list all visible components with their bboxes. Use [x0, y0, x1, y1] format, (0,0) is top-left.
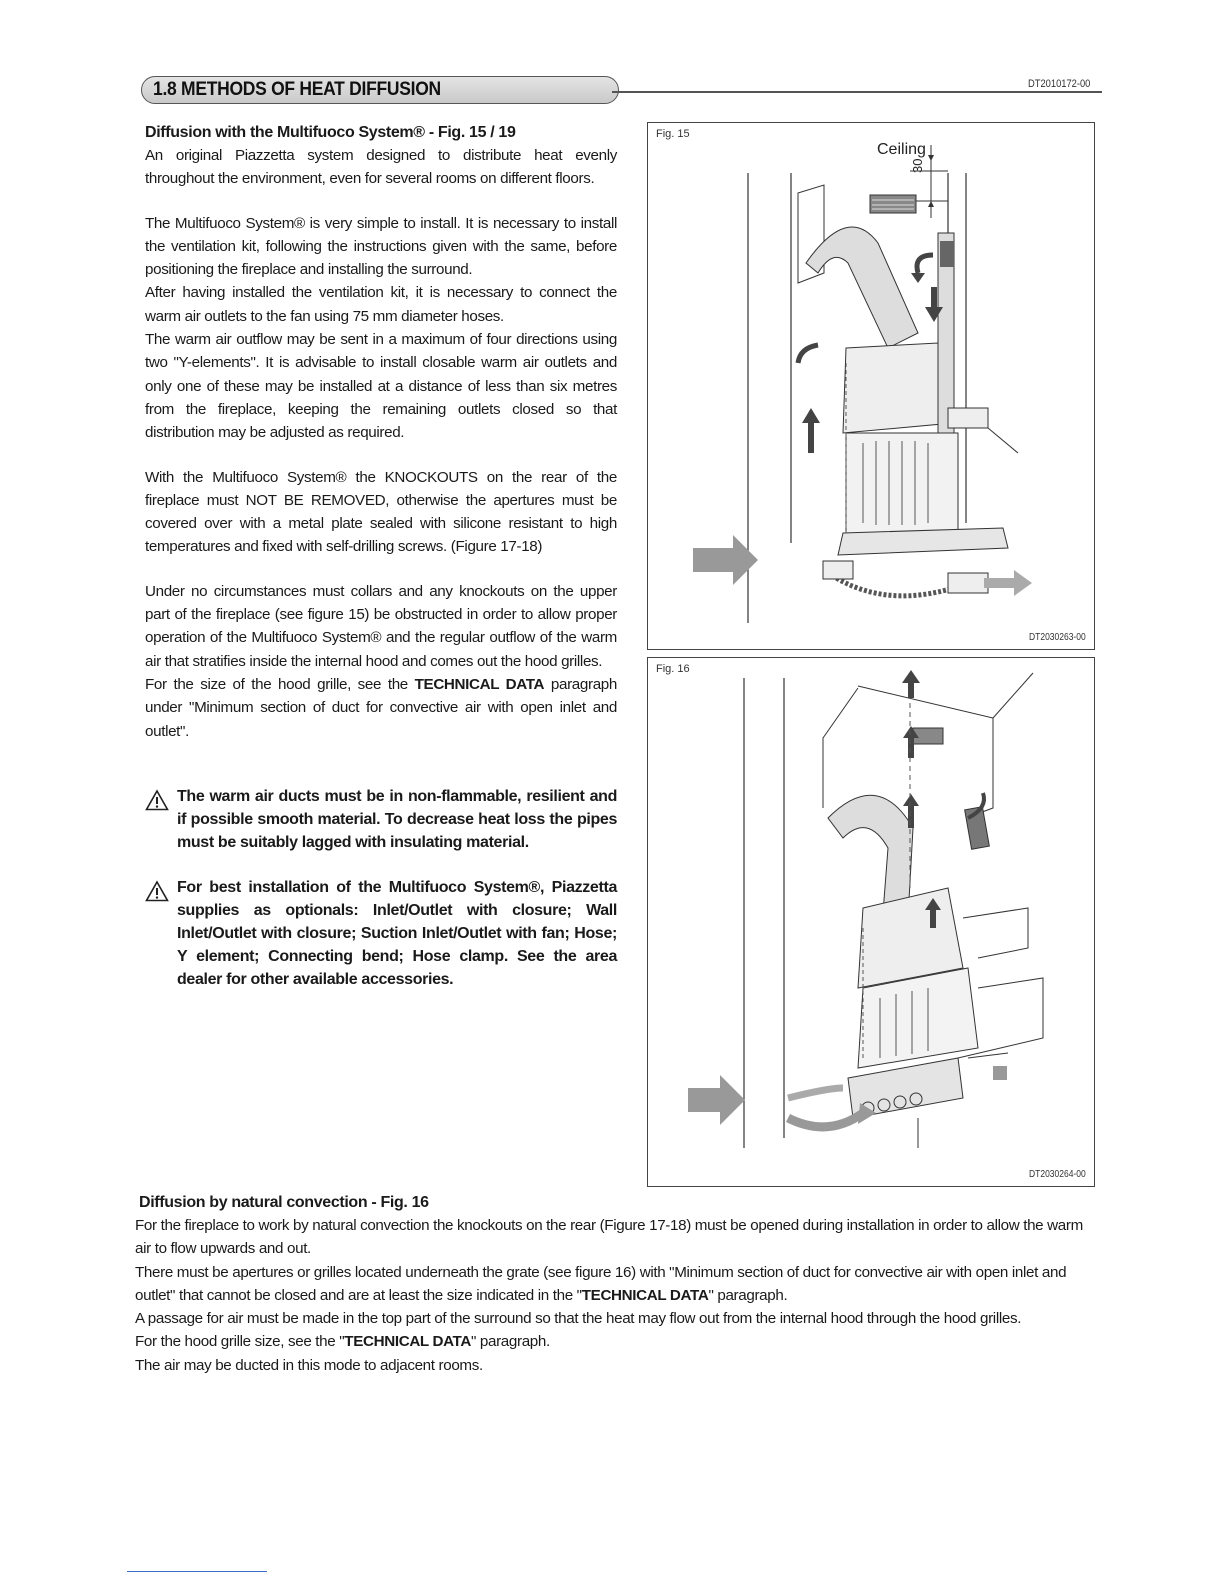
outflow-paragraph: The warm air outflow may be sent in a maximum of four directions using two "Y-elements". It is advisable to install closable warm air outlets and only one of these may be installed at a distance of less than six metres from the fireplace, keeping the remaining outlets closed so that distribution may be adjusted as required.: [145, 331, 617, 442]
document-code: DT2010172-00: [1027, 78, 1090, 90]
natural-p2: There must be apertures or grilles located underneath the grate (see figure 16) with "Minimum section of duct for convective air with open inlet and outlet" that cannot be closed and are at least the size indicated in the "TECHNICAL DATA" paragraph.: [135, 1263, 1067, 1304]
natural-p1: For the fireplace to work by natural convection the knockouts on the rear (Figure 17-18) must be opened during installation in order to allow the warm air to flow upwards and out.: [135, 1217, 1083, 1258]
natural-p5: The air may be ducted in this mode to adjacent rooms.: [135, 1356, 483, 1374]
figure-15: [647, 122, 1095, 650]
figure-15-label: Fig. 15: [656, 128, 690, 140]
section-header: [141, 76, 619, 104]
footer-link-line: [127, 1571, 267, 1572]
hood-grille-paragraph: For the size of the hood grille, see the TECHNICAL DATA paragraph under "Minimum section of duct for convective air with open inlet and outlet".: [145, 675, 617, 740]
hoses-paragraph: After having installed the ventilation kit, it is necessary to connect the warm air outlets to the fan using 75 mm diameter hoses.: [145, 284, 617, 325]
figure-16-label: Fig. 16: [656, 663, 690, 675]
warning-icon: [145, 789, 169, 811]
natural-convection-diagram: [648, 658, 1094, 1186]
natural-p3: A passage for air must be made in the top part of the surround so that the heat may flow out from the internal hood through the hood grilles.: [135, 1310, 1022, 1328]
multifuoco-heading: Diffusion with the Multifuoco System® - Fig. 15 / 19: [145, 124, 516, 141]
warning-optionals: For best installation of the Multifuoco System®, Piazzetta supplies as optionals: Inlet/Outlet with closure; Wall Inlet/Outlet with closure; Suction Inlet/Outlet with fan; Hose; Y element; Connecting bend; Hose clamp. See the area dealer for other available accessories.: [145, 876, 617, 991]
dimension-label: 30: [910, 158, 925, 173]
ceiling-label: Ceiling: [877, 141, 926, 158]
multifuoco-section: [145, 121, 617, 1013]
collars-paragraph: Under no circumstances must collars and any knockouts on the upper part of the fireplace (see figure 15) be obstructed in order to allow proper operation of the Multifuoco System® and the regular outflow of the warm air that stratifies inside the internal hood and comes out the hood grilles.: [145, 582, 617, 670]
warning-ducts: The warm air ducts must be in non-flammable, resilient and if possible smooth material. To decrease heat loss the pipes must be suitably lagged with insulating material.: [145, 785, 617, 854]
warning-icon: [145, 880, 169, 902]
figure-16: [647, 657, 1095, 1187]
figure-15-code: DT2030263-00: [1029, 632, 1086, 643]
natural-convection-heading: Diffusion by natural convection - Fig. 16: [139, 1194, 429, 1211]
multifuoco-intro: An original Piazzetta system designed to distribute heat evenly throughout the environment, even for several rooms on different floors.: [145, 147, 617, 188]
section-title: 1.8 METHODS OF HEAT DIFFUSION: [153, 79, 441, 100]
knockouts-paragraph: With the Multifuoco System® the KNOCKOUTS on the rear of the fireplace must NOT BE REMOVED, otherwise the apertures must be covered over with a metal plate sealed with silicone resistant to high temperatures and fixed with self-drilling screws. (Figure 17-18): [145, 468, 617, 556]
natural-convection-section: [135, 1191, 1095, 1377]
figure-16-code: DT2030264-00: [1029, 1169, 1086, 1180]
natural-p4: For the hood grille size, see the "TECHNICAL DATA" paragraph.: [135, 1333, 550, 1351]
header-rule: [612, 91, 1102, 93]
install-paragraph: The Multifuoco System® is very simple to install. It is necessary to install the ventilation kit, following the instructions given with the same, before positioning the fireplace and installing the surround.: [145, 214, 617, 279]
fireplace-duct-diagram: [648, 123, 1094, 649]
